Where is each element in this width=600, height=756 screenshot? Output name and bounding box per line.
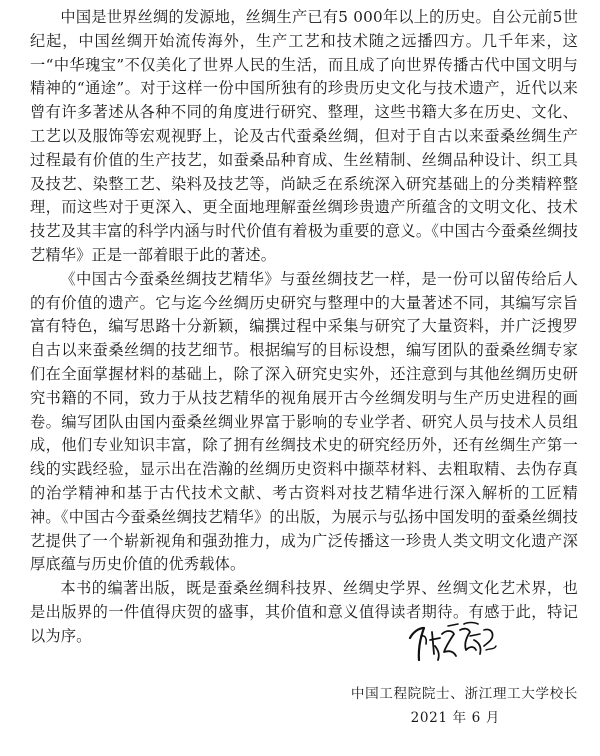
closing-block — [351, 682, 578, 730]
author-title: 中国工程院院士、浙江理工大学校长 — [350, 686, 578, 702]
preface-body — [30, 6, 578, 649]
paragraph-3: 本书的编著出版，既是蚕桑丝绸科技界、丝绸史学界、丝绸文化艺术界，也是出版界的一件值得庆贺的盛事，其价值和意义值得读者期待。有感于此，特记以为序。 — [30, 579, 578, 645]
preface-date: 2021 年 6 月 — [410, 710, 500, 726]
paragraph-1: 中国是世界丝绸的发源地，丝绸生产已有5 000年以上的历史。自公元前5世纪起，中国丝绸开始流传海外，生产工艺和技术随之远播四方。几千年来，这一“中华瑰宝”不仅美化了世界人民的生活，而且成了向世界传播古代中国文明与精神的“通途”。对于这样一份中国所独有的珍贵历史文化与技术遗产，近代以来曾有许多著述从各种不同的角度进行研究、整理，这些书籍大多在历史、文化、工艺以及服饰等宏观视野上，论及古代蚕桑丝绸，但对于自古以来蚕桑丝绸生产过程最有价值的生产技艺，如蚕桑品种育成、生丝精制、丝绸品种设计、织工具及技艺、染整工艺、染料及技艺等，尚缺乏在系统深入研究基础上的分类精粹整理，而这些对于更深入、更全面地理解蚕丝绸珍贵遗产所蕴含的文明文化、技术技艺及其丰富的科学内涵与时代价值有着极为重要的意义。《中国古今蚕桑丝绸技艺精华》正是一部着眼于此的著述。 — [30, 8, 578, 264]
paragraph-2: 《中国古今蚕桑丝绸技艺精华》与蚕丝绸技艺一样，是一份可以留传给后人的有价值的遗产。它与迄今丝绸历史研究与整理中的大量著述不同，其编写宗旨富有特色，编写思路十分新颖，编撰过程中采集与研究了大量资料，并广泛搜罗自古以来蚕桑丝绸的技艺细节。根据编写的目标设想，编写团队的蚕桑丝绸专家们在全面掌握材料的基础上，除了深入研究史实外，还注意到与其他丝绸历史研究书籍的不同，致力于从技艺精华的视角展开古今丝绸发明与生产历史进程的画卷。编写团队由国内蚕桑丝绸业界富于影响的专业学者、研究人员与技术人员组成，他们专业知识丰富，除了拥有丝绸技术史的研究经历外，还有丝绸生产第一线的实践经验，显示出在浩瀚的丝绸历史资料中撷萃材料、去粗取精、去伪存真的治学精神和基于古代技术文献、考古资料对技艺精华进行深入解析的工匠精神。《中国古今蚕桑丝绸技艺精华》的出版，为展示与弘扬中国发明的蚕桑丝绸技艺提供了一个崭新视角和强劲推力，成为广泛传播这一珍贵人类文明文化遗产深厚底蕴与历史价值的优秀载体。 — [30, 269, 578, 574]
handwritten-signature — [404, 616, 504, 668]
